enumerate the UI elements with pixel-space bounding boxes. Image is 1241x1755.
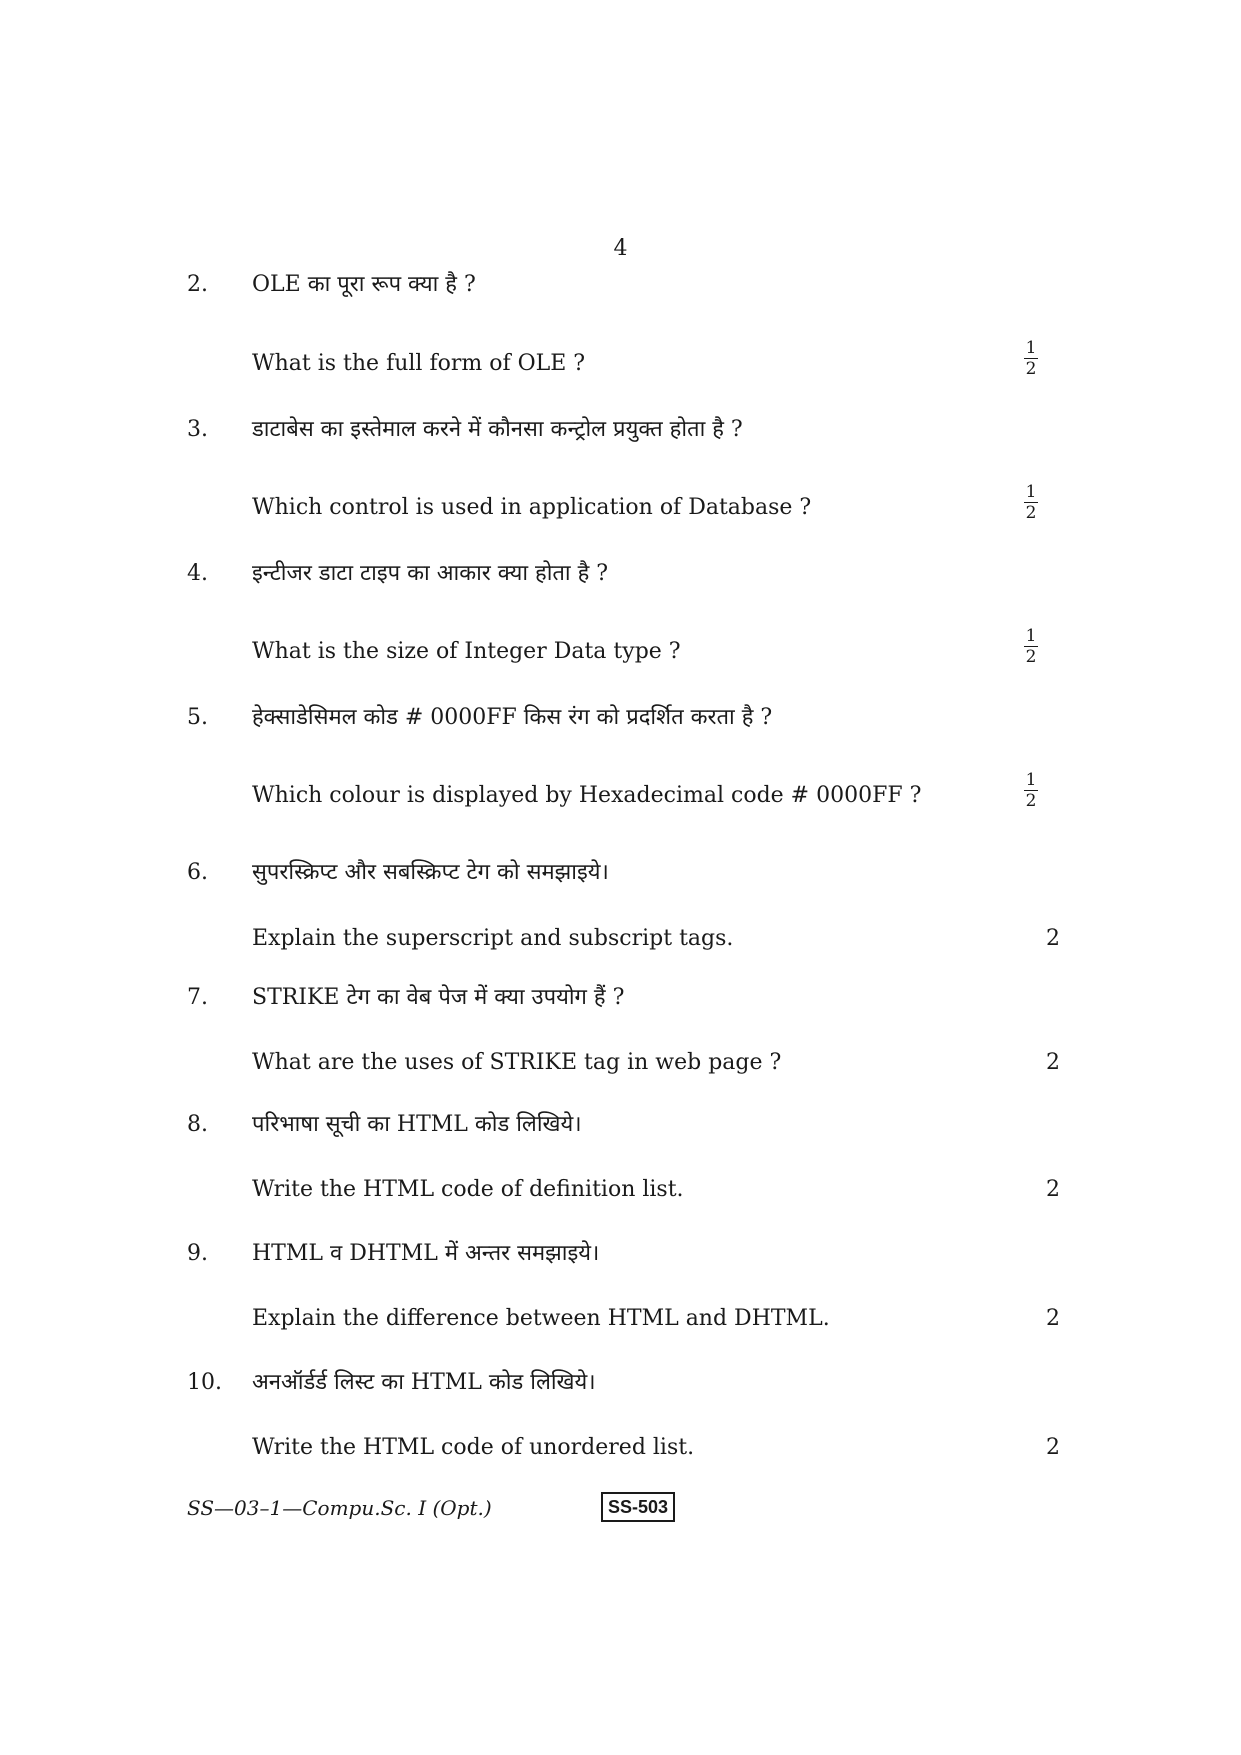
question-text-english: What is the full form of OLE ? bbox=[252, 351, 586, 376]
question-text-hindi: परिभाषा सूची का HTML कोड लिखिये। bbox=[252, 1112, 582, 1137]
question-2-english-row bbox=[0, 338, 1241, 382]
question-text-english: Which colour is displayed by Hexadecimal code # 0000FF ? bbox=[252, 783, 922, 808]
question-text-hindi: इन्टीजर डाटा टाइप का आकार क्या होता है ? bbox=[252, 561, 609, 586]
marks-fraction bbox=[1018, 770, 1044, 811]
marks-fraction bbox=[1018, 626, 1044, 667]
marks-fraction bbox=[1018, 482, 1044, 523]
marks: 2 bbox=[1046, 926, 1060, 951]
marks-fraction bbox=[1018, 338, 1044, 379]
marks-numerator: 1 bbox=[1025, 770, 1037, 790]
paper-reference: SS—03–1—Compu.Sc. I (Opt.) bbox=[187, 1496, 492, 1520]
marks-denominator: 2 bbox=[1025, 791, 1037, 811]
question-text-english: Write the HTML code of unordered list. bbox=[252, 1435, 695, 1460]
question-text-english: Write the HTML code of definition list. bbox=[252, 1177, 684, 1202]
question-5-hindi-row bbox=[0, 700, 1241, 736]
question-number: 2. bbox=[187, 272, 208, 297]
page-number: 4 bbox=[613, 236, 628, 261]
question-text-hindi: अनऑर्डर्ड लिस्ट का HTML कोड लिखिये। bbox=[252, 1370, 596, 1395]
question-text-english: What is the size of Integer Data type ? bbox=[252, 639, 681, 664]
question-number: 8. bbox=[187, 1112, 208, 1137]
question-number: 10. bbox=[187, 1370, 222, 1395]
question-text-hindi: सुपरस्क्रिप्ट और सबस्क्रिप्ट टेग को समझाइये। bbox=[252, 860, 609, 885]
marks-denominator: 2 bbox=[1025, 359, 1037, 379]
question-number: 3. bbox=[187, 417, 208, 442]
question-number: 5. bbox=[187, 705, 208, 730]
marks: 2 bbox=[1046, 1435, 1060, 1460]
question-5-english-row bbox=[0, 770, 1241, 814]
question-4-english-row bbox=[0, 626, 1241, 670]
marks-denominator: 2 bbox=[1025, 503, 1037, 523]
question-number: 6. bbox=[187, 860, 208, 885]
question-2-hindi-row bbox=[0, 267, 1241, 303]
question-text-english: Explain the difference between HTML and DHTML. bbox=[252, 1306, 830, 1331]
marks-denominator: 2 bbox=[1025, 647, 1037, 667]
question-text-hindi: OLE का पूरा रूप क्या है ? bbox=[252, 272, 476, 297]
question-3-english-row bbox=[0, 482, 1241, 526]
question-9-hindi-row bbox=[0, 1236, 1241, 1272]
marks: 2 bbox=[1046, 1177, 1060, 1202]
question-text-hindi: डाटाबेस का इस्तेमाल करने में कौनसा कन्ट्रोल प्रयुक्त होता है ? bbox=[252, 417, 743, 442]
question-10-hindi-row bbox=[0, 1365, 1241, 1401]
question-number: 7. bbox=[187, 985, 208, 1010]
question-9-english-row bbox=[0, 1301, 1241, 1337]
question-number: 4. bbox=[187, 561, 208, 586]
marks-numerator: 1 bbox=[1025, 338, 1037, 358]
question-10-english-row bbox=[0, 1430, 1241, 1466]
question-number: 9. bbox=[187, 1241, 208, 1266]
paper-code-box: SS-503 bbox=[601, 1492, 675, 1522]
question-text-hindi: STRIKE टेग का वेब पेज में क्या उपयोग हैं ? bbox=[252, 985, 625, 1010]
question-text-english: What are the uses of STRIKE tag in web page ? bbox=[252, 1050, 782, 1075]
question-7-english-row bbox=[0, 1045, 1241, 1081]
question-4-hindi-row bbox=[0, 556, 1241, 592]
marks: 2 bbox=[1046, 1050, 1060, 1075]
question-text-hindi: हेक्साडेसिमल कोड # 0000FF किस रंग को प्रदर्शित करता है ? bbox=[252, 705, 773, 730]
question-6-hindi-row bbox=[0, 855, 1241, 891]
marks: 2 bbox=[1046, 1306, 1060, 1331]
question-6-english-row bbox=[0, 921, 1241, 957]
question-7-hindi-row bbox=[0, 980, 1241, 1016]
marks-numerator: 1 bbox=[1025, 626, 1037, 646]
question-8-english-row bbox=[0, 1172, 1241, 1208]
question-8-hindi-row bbox=[0, 1107, 1241, 1143]
question-3-hindi-row bbox=[0, 412, 1241, 448]
question-text-english: Explain the superscript and subscript tags. bbox=[252, 926, 734, 951]
marks-numerator: 1 bbox=[1025, 482, 1037, 502]
question-text-hindi: HTML व DHTML में अन्तर समझाइये। bbox=[252, 1241, 600, 1266]
question-text-english: Which control is used in application of Database ? bbox=[252, 495, 812, 520]
